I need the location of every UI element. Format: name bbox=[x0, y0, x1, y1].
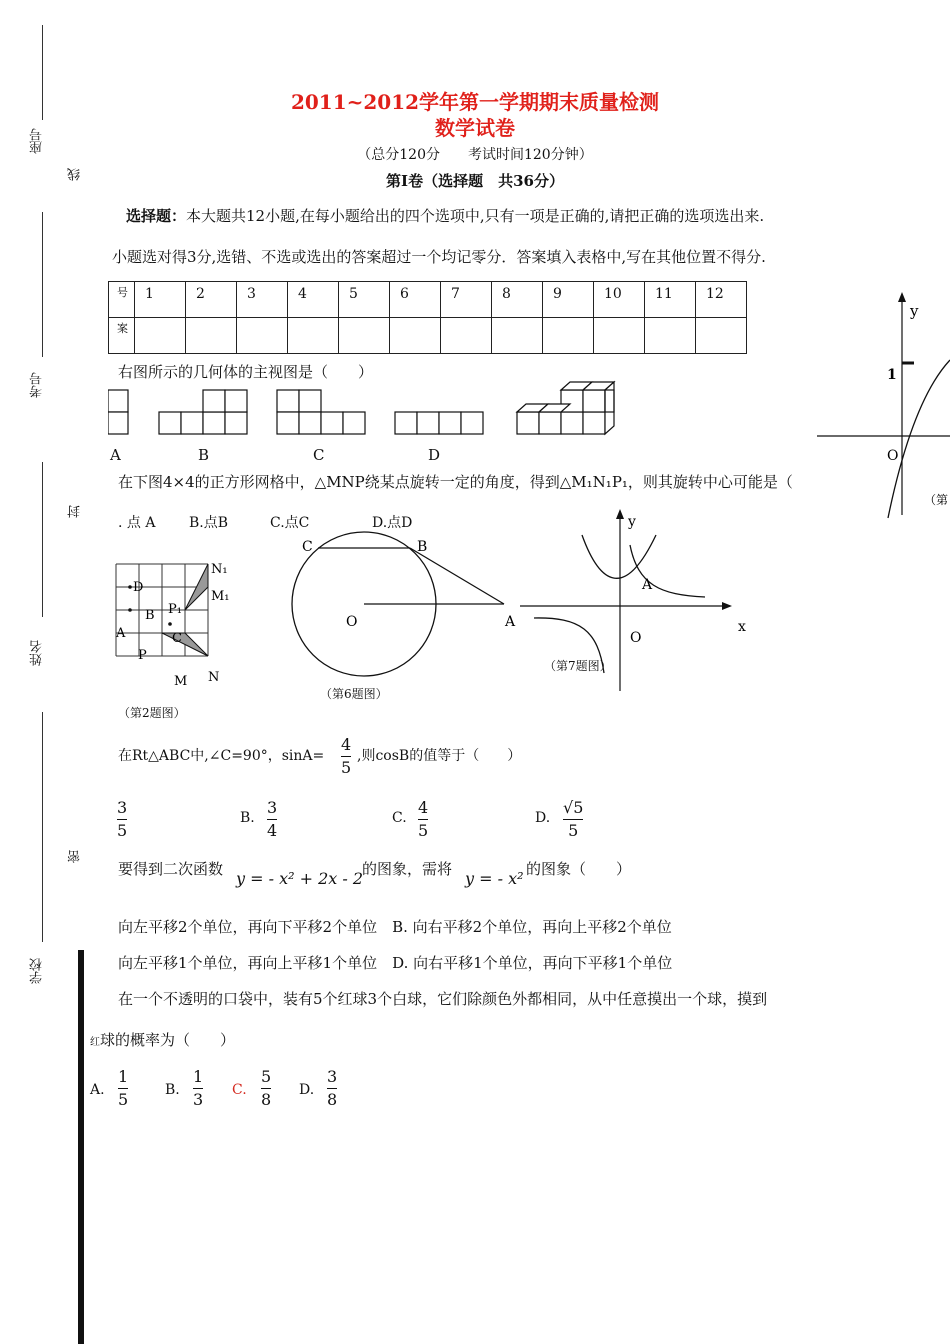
answer-cell-11[interactable] bbox=[645, 318, 696, 354]
margin-name-label: 姓名 bbox=[30, 640, 45, 666]
q4-options-ab: 向左平移2个单位，再向下平移2个单位 B. 向右平移2个单位，再向上平移2个单位 bbox=[118, 918, 672, 936]
margin-seal-label: 封 bbox=[68, 505, 83, 518]
q5-option-a-label: A. bbox=[90, 1082, 105, 1098]
fig7-label-o: O bbox=[630, 630, 642, 646]
q4-stem-mid: 的图象，需将 bbox=[362, 860, 453, 878]
right-graph-origin-label: O bbox=[887, 448, 899, 464]
right-graph-figure bbox=[812, 290, 950, 520]
q1-option-a: A bbox=[110, 446, 121, 464]
q1-option-c: C bbox=[313, 446, 325, 464]
fig2-label-c: C bbox=[172, 631, 182, 646]
q1-option-d: D bbox=[428, 446, 441, 464]
fig6-circle-figure bbox=[282, 528, 522, 688]
q3-b-den: 4 bbox=[267, 821, 278, 840]
fig7-label-x: x bbox=[738, 619, 746, 635]
right-graph-caption: （第 bbox=[924, 493, 949, 507]
answer-cell-2[interactable] bbox=[186, 318, 237, 354]
answer-table-answer-row bbox=[109, 318, 747, 354]
q3-sin-den: 5 bbox=[341, 758, 352, 777]
answer-table-answer-head: 案 bbox=[109, 318, 135, 354]
fig2-label-p: P bbox=[138, 648, 147, 663]
exam-subject-title: 数学试卷 bbox=[435, 116, 515, 140]
q3-a-den: 5 bbox=[117, 821, 128, 840]
answer-cell-10[interactable] bbox=[594, 318, 645, 354]
fig6-label-o: O bbox=[346, 614, 358, 630]
answer-col-5: 5 bbox=[339, 282, 390, 318]
margin-secret-label: 密 bbox=[68, 850, 83, 863]
right-graph-y-arrow bbox=[898, 292, 906, 302]
q2-option-d: D.点D bbox=[372, 515, 413, 531]
answer-col-1: 1 bbox=[135, 282, 186, 318]
exam-subtitle: （总分120分 考试时间120分钟） bbox=[357, 147, 593, 163]
fig2-label-d: D bbox=[133, 580, 144, 595]
q5-b-den: 3 bbox=[193, 1090, 204, 1109]
margin-line-label: 线 bbox=[68, 168, 83, 181]
exam-title: 2011~2012学年第一学期期末质量检测 bbox=[290, 90, 660, 114]
q5-stem-line2 bbox=[90, 1031, 235, 1052]
q3-sin-num: 4 bbox=[341, 735, 352, 754]
answer-table-number-head: 号 bbox=[109, 282, 135, 318]
fig6-caption: （第6题图） bbox=[320, 687, 388, 701]
margin-seat-label: 座号 bbox=[30, 128, 45, 154]
q3-sin-fraction bbox=[341, 736, 351, 777]
q5-d-den: 8 bbox=[327, 1090, 338, 1109]
fig7-y-arrow bbox=[616, 509, 624, 519]
fig2-label-m: M bbox=[174, 674, 188, 689]
answer-cell-8[interactable] bbox=[492, 318, 543, 354]
answer-cell-3[interactable] bbox=[237, 318, 288, 354]
q3-stem-post: ,则cosB的值等于（ ） bbox=[357, 748, 522, 764]
q3-option-c-label: C. bbox=[392, 810, 407, 826]
fig2-label-n1: N₁ bbox=[211, 562, 228, 577]
fig7-caption: （第7题图） bbox=[544, 659, 612, 673]
answer-col-3: 3 bbox=[237, 282, 288, 318]
fig6-line-ba bbox=[410, 548, 504, 604]
answer-col-11: 11 bbox=[645, 282, 696, 318]
answer-cell-6[interactable] bbox=[390, 318, 441, 354]
fig2-label-m1: M₁ bbox=[211, 589, 230, 604]
answer-cell-5[interactable] bbox=[339, 318, 390, 354]
fig7-label-y: y bbox=[628, 514, 636, 530]
q5-option-c-label: C. bbox=[232, 1082, 247, 1098]
q3-c-num: 4 bbox=[418, 798, 429, 817]
fig6-label-c: C bbox=[302, 539, 313, 555]
q5-option-b-fraction bbox=[193, 1068, 203, 1109]
q2-stem: 在下图4×4的正方形网格中，△MNP绕某点旋转一定的角度，得到△M₁N₁P₁，则其旋转中心可能是（ bbox=[118, 473, 793, 491]
q5-option-d-fraction bbox=[327, 1068, 337, 1109]
q5-c-den: 8 bbox=[261, 1090, 272, 1109]
q5-option-c-fraction bbox=[261, 1068, 271, 1109]
fig6-label-a: A bbox=[505, 614, 516, 630]
fig7-label-a: A bbox=[642, 577, 653, 593]
answer-table-number-row bbox=[109, 282, 747, 318]
answer-col-10: 10 bbox=[594, 282, 645, 318]
margin-line-4 bbox=[42, 712, 43, 942]
fig7-parabola bbox=[582, 535, 656, 578]
q4-stem-pre: 要得到二次函数 bbox=[118, 860, 224, 878]
q4-stem-post: 的图象（ ） bbox=[526, 860, 632, 878]
q5-b-num: 1 bbox=[193, 1067, 204, 1086]
q3-stem-pre: 在Rt△ABC中,∠C=90°，sinA= bbox=[118, 748, 325, 764]
q2-option-a: . 点 A bbox=[118, 515, 156, 531]
fig6-label-b: B bbox=[417, 539, 428, 555]
answer-cell-12[interactable] bbox=[696, 318, 747, 354]
fig2-label-a: A bbox=[116, 626, 126, 641]
q3-option-d-fraction bbox=[563, 799, 583, 840]
q5-a-den: 5 bbox=[118, 1090, 129, 1109]
q4-options-cd: 向左平移1个单位，再向上平移1个单位 D. 向右平移1个单位，再向下平移1个单位 bbox=[118, 954, 673, 972]
margin-school-label: 学校 bbox=[30, 958, 45, 984]
margin-line-3 bbox=[42, 462, 43, 617]
q3-a-num: 3 bbox=[117, 798, 128, 817]
fig2-label-b: B bbox=[145, 608, 155, 623]
answer-col-8: 8 bbox=[492, 282, 543, 318]
q5-stem-text: 球的概率为（ ） bbox=[100, 1031, 236, 1049]
q5-stem-line1: 在一个不透明的口袋中，装有5个红球3个白球，它们除颜色外都相同，从中任意摸出一个球，摸到 bbox=[118, 990, 768, 1008]
q3-option-b-label: B. bbox=[240, 810, 255, 826]
right-graph-one-label: 1 bbox=[887, 367, 897, 383]
q5-stem-prefix: 红 bbox=[90, 1037, 100, 1048]
q2-option-c: C.点C bbox=[270, 515, 310, 531]
q1-stem: 右图所示的几何体的主视图是（ ） bbox=[118, 363, 374, 381]
answer-col-9: 9 bbox=[543, 282, 594, 318]
q5-d-num: 3 bbox=[327, 1067, 338, 1086]
answer-cell-4[interactable] bbox=[288, 318, 339, 354]
q3-d-num: √5 bbox=[563, 798, 584, 817]
margin-line-2 bbox=[42, 212, 43, 357]
answer-col-6: 6 bbox=[390, 282, 441, 318]
q5-c-num: 5 bbox=[261, 1067, 272, 1086]
answer-col-7: 7 bbox=[441, 282, 492, 318]
answer-col-2: 2 bbox=[186, 282, 237, 318]
fig2-label-n: N bbox=[208, 670, 220, 685]
q5-option-b-label: B. bbox=[165, 1082, 180, 1098]
q3-d-den: 5 bbox=[568, 821, 579, 840]
instructions-label: 选择题： bbox=[126, 207, 187, 225]
q3-option-c-fraction bbox=[418, 799, 428, 840]
margin-examno-label: 考号 bbox=[30, 372, 45, 398]
fig7-x-arrow bbox=[722, 602, 732, 610]
answer-cell-9[interactable] bbox=[543, 318, 594, 354]
fig2-label-p1: P₁ bbox=[168, 602, 182, 617]
q1-option-b: B bbox=[198, 446, 210, 464]
instructions-line2: 小题选对得3分,选错、不选或选出的答案超过一个均记零分．答案填入表格中,写在其他位置不得分. bbox=[112, 248, 766, 266]
answer-cell-7[interactable] bbox=[441, 318, 492, 354]
q3-c-den: 5 bbox=[418, 821, 429, 840]
q2-option-b: B.点B bbox=[189, 515, 229, 531]
answer-col-4: 4 bbox=[288, 282, 339, 318]
q5-a-num: 1 bbox=[118, 1067, 129, 1086]
q4-expr2: y = - x² bbox=[465, 869, 524, 888]
answer-col-12: 12 bbox=[696, 282, 747, 318]
answer-table bbox=[108, 281, 747, 354]
q1-figures bbox=[108, 380, 628, 460]
q5-option-d-label: D. bbox=[299, 1082, 315, 1098]
section-heading: 第Ⅰ卷（选择题 共36分） bbox=[386, 172, 564, 190]
fig2-caption: （第2题图） bbox=[118, 706, 186, 720]
fig2-grid-figure bbox=[108, 555, 238, 695]
q3-b-num: 3 bbox=[267, 798, 278, 817]
right-graph-y-label: y bbox=[910, 302, 919, 320]
q4-expr1: y = - x² + 2x - 2 bbox=[236, 869, 364, 888]
q3-option-b-fraction bbox=[267, 799, 277, 840]
q3-option-d-label: D. bbox=[535, 810, 551, 826]
q3-option-a-fraction bbox=[117, 799, 127, 840]
instructions-text1: 本大题共12小题,在每小题给出的四个选项中,只有一项是正确的,请把正确的选项选出来. bbox=[186, 207, 765, 225]
answer-cell-1[interactable] bbox=[135, 318, 186, 354]
margin-thick-bar bbox=[78, 950, 84, 1344]
instructions-line1 bbox=[126, 207, 764, 225]
q5-option-a-fraction bbox=[118, 1068, 128, 1109]
